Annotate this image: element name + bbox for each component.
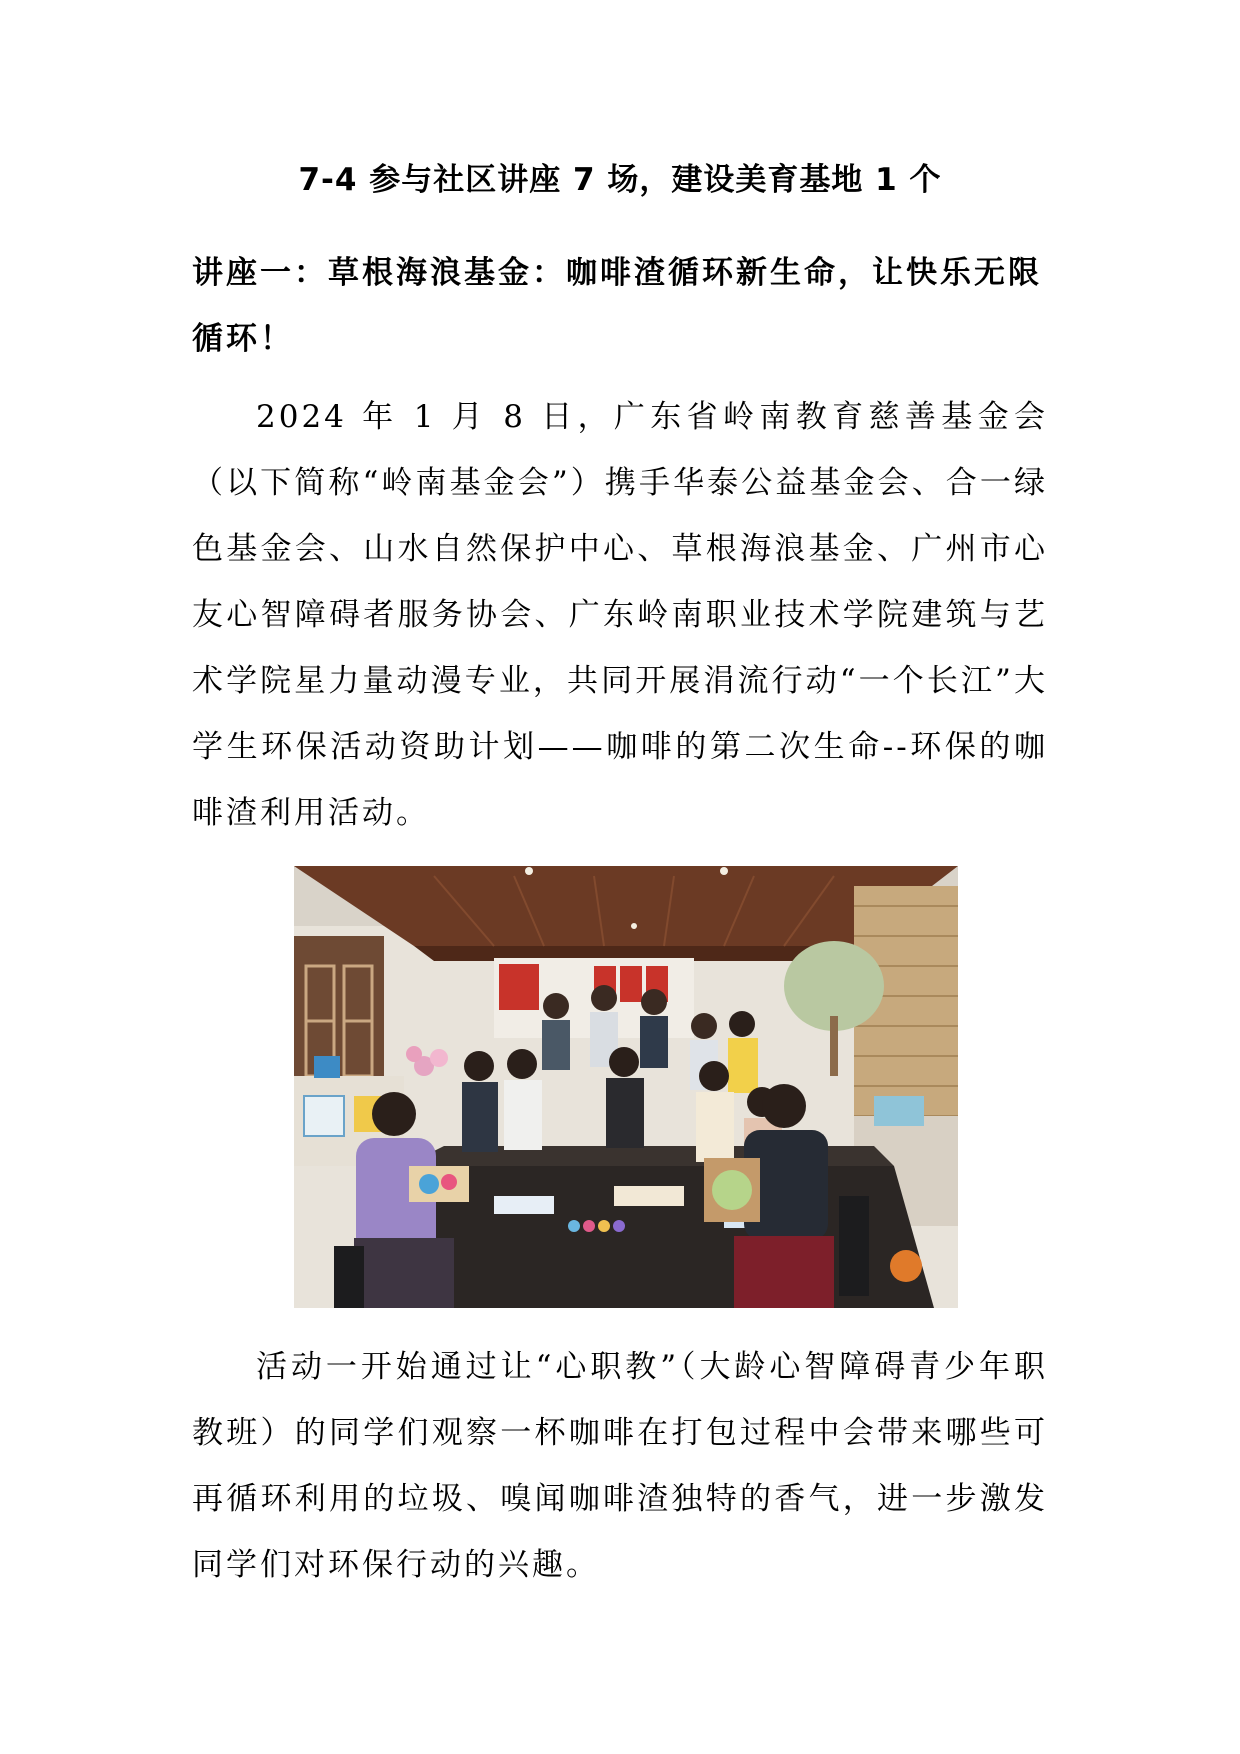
body-paragraph-1: 2024 年 1 月 8 日，广东省岭南教育慈善基金会（以下简称“岭南基金会”）携手华泰公益基金会、合一绿色基金会、山水自然保护中心、草根海浪基金、广州市心友心智障碍者服务协会、广东岭南职业技术学院建筑与艺术学院星力量动漫专业，共同开展涓流行动“一个长江”大学生环保活动资助计划——咖啡的第二次生命--环保的咖啡渣利用活动。 — [192, 399, 1048, 831]
page-title: 7-4 参与社区讲座 7 场，建设美育基地 1 个 — [298, 162, 942, 198]
section-heading: 讲座一：草根海浪基金：咖啡渣循环新生命，让快乐无限循环！ — [192, 255, 1042, 357]
body-paragraph-2: 活动一开始通过让“心职教”（大龄心智障碍青少年职教班）的同学们观察一杯咖啡在打包过程中会带来哪些可再循环利用的垃圾、嗅闻咖啡渣独特的香气，进一步激发同学们对环保行动的兴趣。 — [192, 1349, 1048, 1583]
group-photo-icon — [294, 866, 958, 1308]
activity-photo — [294, 866, 958, 1308]
